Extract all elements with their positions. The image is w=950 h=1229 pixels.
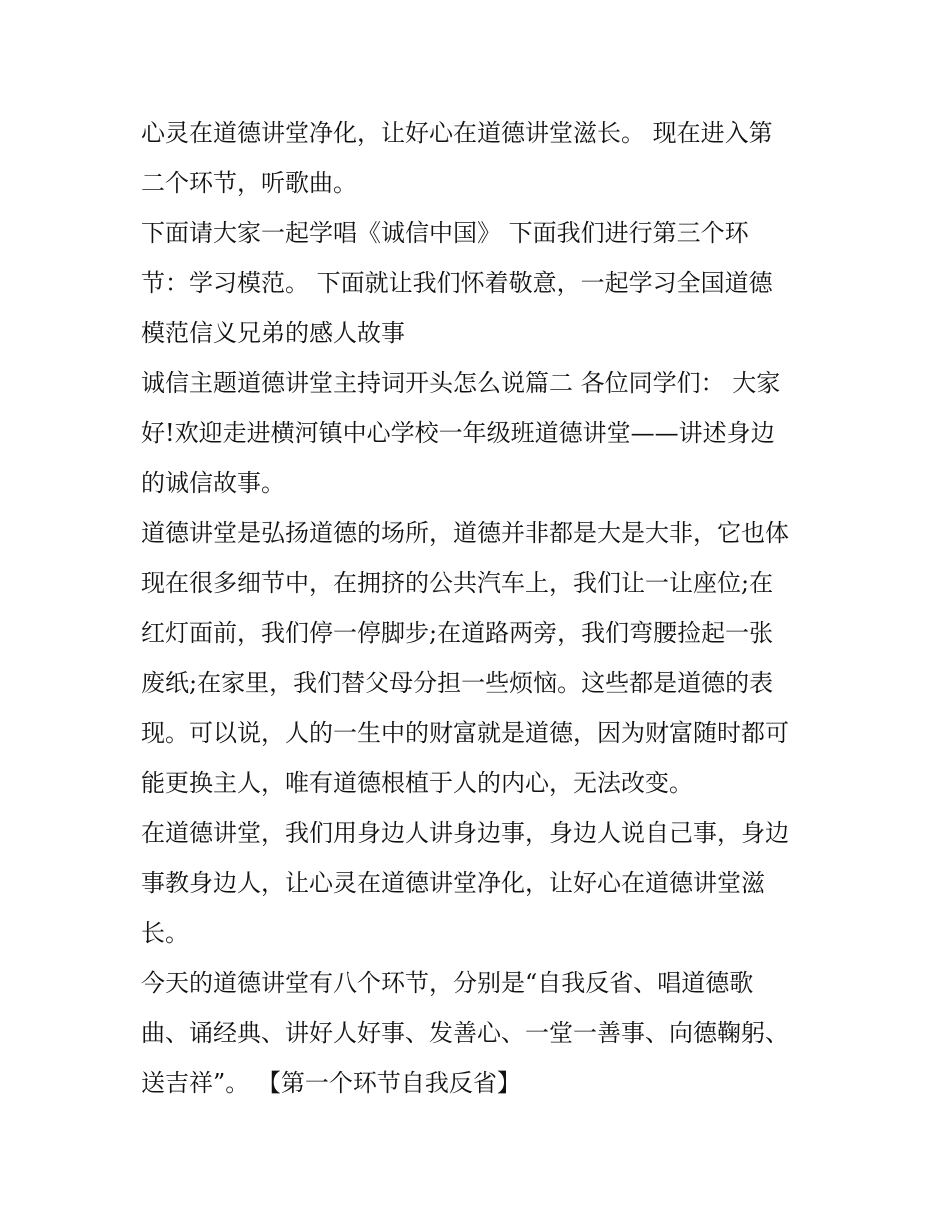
text-line: 红灯面前，我们停一停脚步;在道路两旁，我们弯腰捡起一张 [141, 619, 774, 647]
paragraph-4 [141, 508, 831, 808]
text-line: 现在很多细节中，在拥挤的公共汽车上，我们让一让座位;在 [141, 569, 774, 597]
paragraph-1 [141, 108, 831, 208]
paragraph-2 [141, 208, 831, 358]
text-line: 节：学习模范。 下面就让我们怀着敬意，一起学习全国道德 [141, 269, 773, 297]
text-line: 今天的道德讲堂有八个环节，分别是“自我反省、唱道德歌 [141, 969, 754, 997]
text-line: 好!欢迎走进横河镇中心学校一年级班道德讲堂——讲述身边 [141, 419, 775, 447]
text-line: 诚信主题道德讲堂主持词开头怎么说篇二 各位同学们： 大家 [141, 369, 781, 397]
text-line: 的诚信故事。 [141, 469, 285, 497]
text-line: 长。 [141, 919, 189, 947]
paragraph-6 [141, 958, 831, 1108]
text-line: 下面请大家一起学唱《诚信中国》 下面我们进行第三个环 [141, 219, 749, 247]
document-body [141, 108, 831, 1108]
text-line: 事教身边人，让心灵在道德讲堂净化，让好心在道德讲堂滋 [141, 869, 765, 897]
text-line: 在道德讲堂，我们用身边人讲身边事，身边人说自己事，身边 [141, 819, 789, 847]
text-line: 二个环节，听歌曲。 [141, 169, 357, 197]
text-line: 能更换主人，唯有道德根植于人的内心，无法改变。 [141, 769, 693, 797]
text-line: 现。可以说，人的一生中的财富就是道德，因为财富随时都可 [141, 719, 789, 747]
text-line: 道德讲堂是弘扬道德的场所，道德并非都是大是大非，它也体 [141, 519, 789, 547]
paragraph-5 [141, 808, 831, 958]
paragraph-3 [141, 358, 831, 508]
text-line: 曲、诵经典、讲好人好事、发善心、一堂一善事、向德鞠躬、 [141, 1019, 789, 1047]
text-line: 送吉祥”。 【第一个环节自我反省】 [141, 1069, 521, 1097]
text-line: 心灵在道德讲堂净化，让好心在道德讲堂滋长。 现在进入第 [141, 119, 773, 147]
text-line: 废纸;在家里，我们替父母分担一些烦恼。这些都是道德的表 [141, 669, 774, 697]
text-line: 模范信义兄弟的感人故事 [141, 319, 405, 347]
